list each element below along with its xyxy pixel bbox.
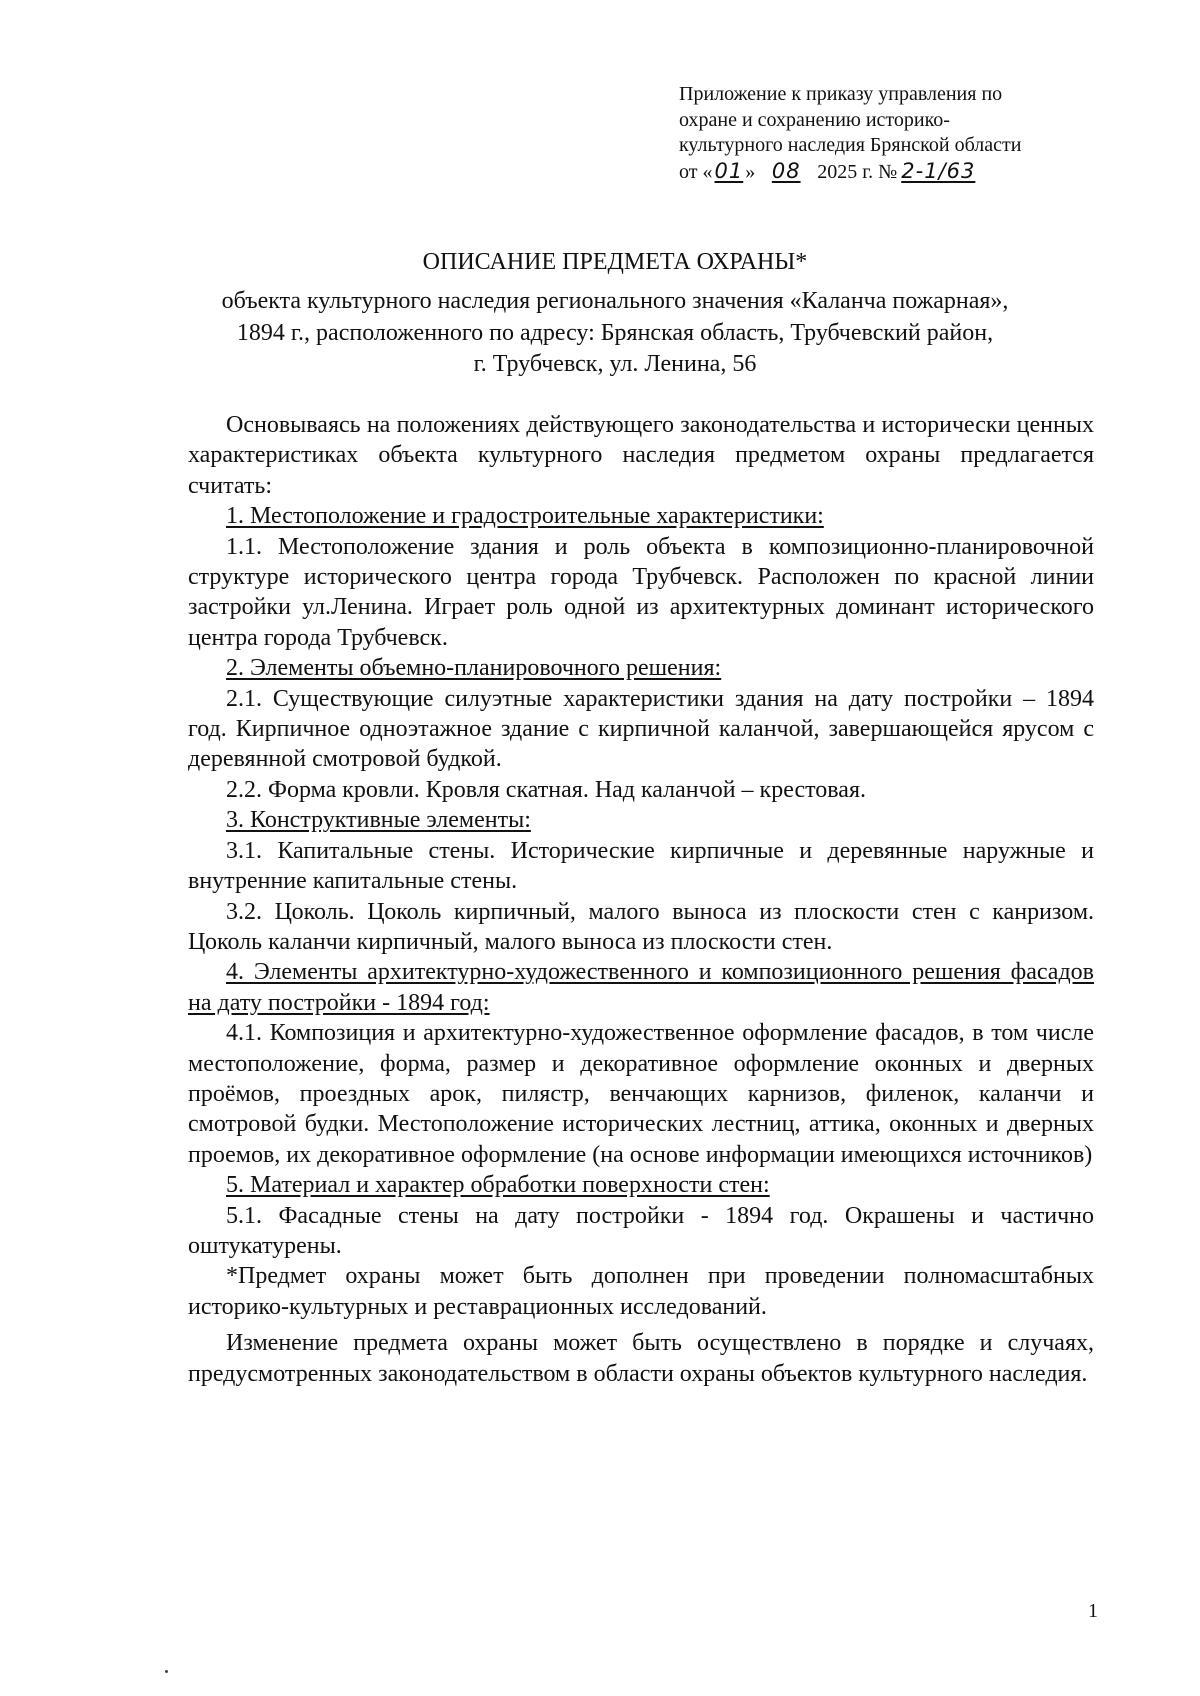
subtitle-line-1: объекта культурного наследия регионального значения «Каланча пожарная», xyxy=(221,288,1009,314)
section-1-1: 1.1. Местоположение здания и роль объекта в композиционно-планировочной структуре исторического центра города Трубчевск. Расположен по красной линии застройки ул.Ленина. Играет роль одной из архитектурных доминант исторического центра города Трубчевск. xyxy=(188,533,1094,651)
section-4-heading: 4. Элементы архитектурно-художественного и композиционного решения фасадов на дату постройки - 1894 год: xyxy=(188,959,1094,1016)
subtitle-line-2: 1894 г., расположенного по адресу: Брянская область, Трубчевский район, xyxy=(236,319,994,346)
appendix-date-line xyxy=(679,159,1099,186)
date-mid: » xyxy=(745,160,756,183)
scan-speck xyxy=(165,1670,168,1673)
section-3-1: 3.1. Капитальные стены. Исторические кирпичные и деревянные наружные и внутренние капитальные стены. xyxy=(188,837,1094,895)
document-title: ОПИСАНИЕ ПРЕДМЕТА ОХРАНЫ* xyxy=(422,249,808,275)
closing-paragraph: Изменение предмета охраны может быть осуществлено в порядке и случаях, предусмотренных законодательством в области охраны объектов культурного наследия. xyxy=(188,1330,1094,1387)
page-number: 1 xyxy=(1088,1600,1098,1622)
date-prefix: от « xyxy=(679,160,713,183)
section-5-1: 5.1. Фасадные стены на дату постройки - 1894 год. Окрашены и частично оштукатурены. xyxy=(188,1202,1094,1259)
date-year: 2025 г. № xyxy=(817,160,898,183)
subtitle-line-3: г. Трубчевск, ул. Ленина, 56 xyxy=(473,351,757,377)
handwritten-doc-number: 2-1/63 xyxy=(901,158,976,183)
appendix-note xyxy=(679,82,1099,185)
appendix-line-2: охране и сохранению историко- xyxy=(679,108,950,131)
handwritten-day: 01 xyxy=(714,158,744,183)
document-subtitle xyxy=(150,286,1080,381)
section-3-heading: 3. Конструктивные элементы: xyxy=(226,807,531,834)
intro-paragraph: Основываясь на положениях действующего законодательства и исторически ценных характеристиках объекта культурного наследия предметом охраны предлагается считать: xyxy=(188,412,1094,499)
document-body xyxy=(188,410,1094,1389)
section-1-heading: 1. Местоположение и градостроительные характеристики: xyxy=(226,503,824,530)
section-2-2: 2.2. Форма кровли. Кровля скатная. Над каланчой – крестовая. xyxy=(226,776,866,803)
appendix-line-3: культурного наследия Брянской области xyxy=(679,134,1022,156)
handwritten-month: 08 xyxy=(771,158,801,183)
appendix-line-1: Приложение к приказу управления по xyxy=(679,83,1003,105)
section-2-1: 2.1. Существующие силуэтные характеристики здания на дату постройки – 1894 год. Кирпичное одноэтажное здание с кирпичной каланчой, завершающейся ярусом с деревянной смотровой будкой. xyxy=(188,685,1094,773)
section-3-2: 3.2. Цоколь. Цоколь кирпичный, малого выноса из плоскости стен с канризом. Цоколь каланчи кирпичный, малого выноса из плоскости стен. xyxy=(188,898,1094,955)
section-4-1: 4.1. Композиция и архитектурно-художественное оформление фасадов, в том числе местоположение, форма, размер и декоративное оформление оконных и дверных проёмов, проездных арок, пилястр, венчающих карнизов, филенок, каланчи и смотровой будки. Местоположение исторических лестниц, аттика, оконных и дверных проемов, их декоративное оформление (на основе информации имеющихся источников) xyxy=(188,1020,1094,1168)
section-5-heading: 5. Материал и характер обработки поверхности стен: xyxy=(226,1172,770,1199)
footnote: *Предмет охраны может быть дополнен при проведении полномасштабных историко-культурных и реставрационных исследований. xyxy=(188,1263,1094,1320)
section-2-heading: 2. Элементы объемно-планировочного решения: xyxy=(226,655,722,682)
